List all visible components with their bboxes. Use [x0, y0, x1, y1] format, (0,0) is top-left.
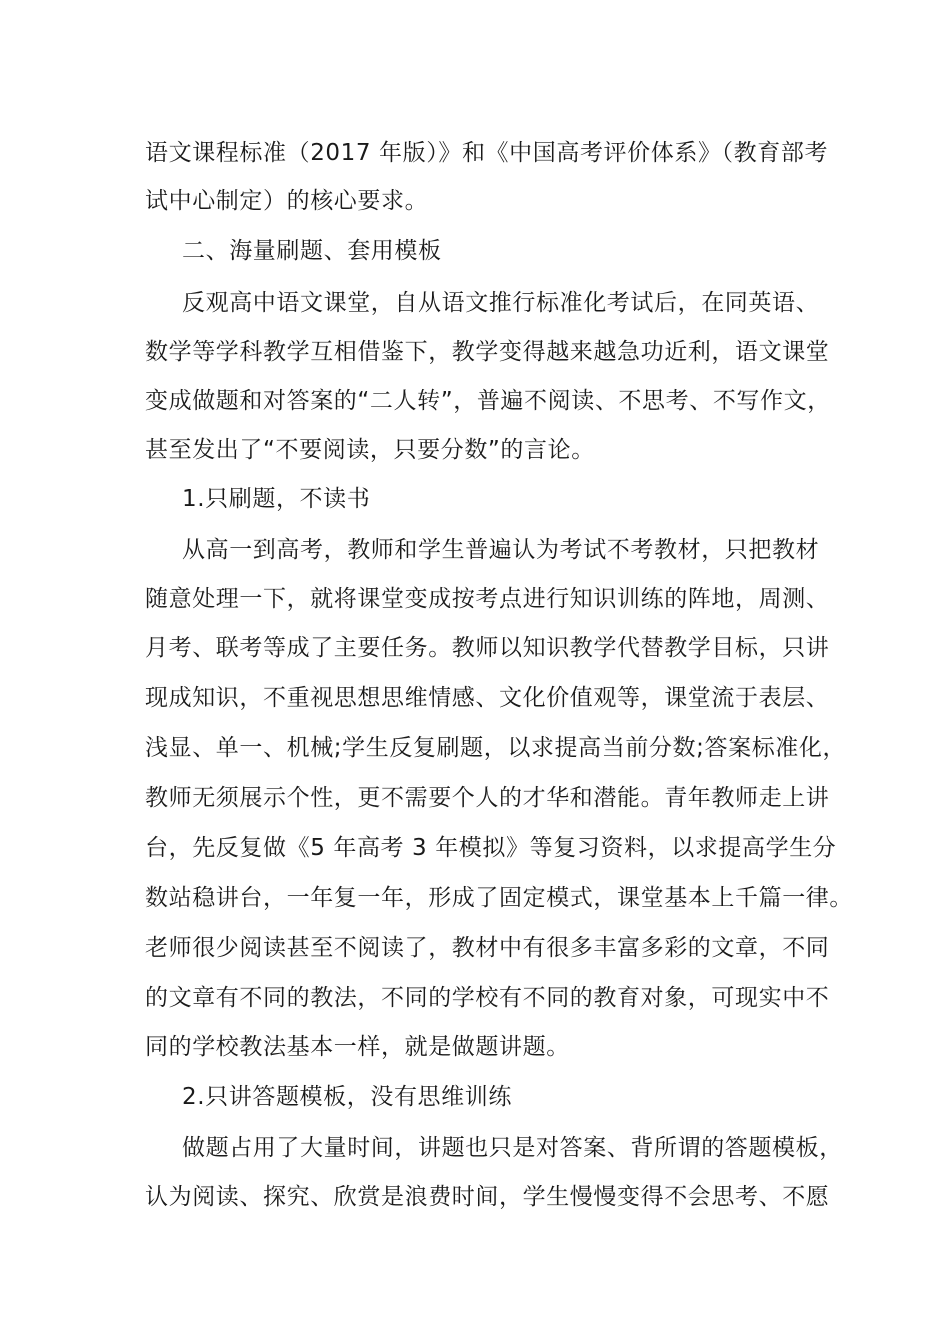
subsection-heading: 2.只讲答题模板，没有思维训练: [182, 1084, 512, 1110]
body-line: 反观高中语文课堂，自从语文推行标准化考试后，在同英语、: [182, 290, 820, 316]
body-line: 同的学校教法基本一样，就是做题讲题。: [145, 1034, 570, 1060]
body-line: 浅显、单一、机械;学生反复刷题，以求提高当前分数;答案标准化，: [145, 735, 847, 761]
body-line: 语文课程标准（2017 年版）》和《中国高考评价体系》（教育部考: [145, 140, 829, 166]
body-line: 数学等学科教学互相借鉴下，教学变得越来越急功近利，语文课堂: [145, 339, 830, 365]
body-line: 台，先反复做《5 年高考 3 年模拟》等复习资料，以求提高学生分: [145, 835, 837, 861]
body-line: 认为阅读、探究、欣赏是浪费时间，学生慢慢变得不会思考、不愿: [145, 1184, 830, 1210]
body-line: 从高一到高考，教师和学生普遍认为考试不考教材，只把教材: [182, 537, 820, 563]
section-heading: 二、海量刷题、套用模板: [182, 238, 442, 264]
body-line: 现成知识，不重视思想思维情感、文化价值观等，课堂流于表层、: [145, 685, 830, 711]
body-line: 数站稳讲台，一年复一年，形成了固定模式，课堂基本上千篇一律。: [145, 885, 853, 911]
body-line: 老师很少阅读甚至不阅读了，教材中有很多丰富多彩的文章，不同: [145, 935, 830, 961]
body-line: 月考、联考等成了主要任务。教师以知识教学代替教学目标，只讲: [145, 635, 830, 661]
body-line: 变成做题和对答案的“二人转”，普遍不阅读、不思考、不写作文，: [145, 388, 831, 414]
body-line: 甚至发出了“不要阅读，只要分数”的言论。: [145, 437, 595, 463]
body-line: 试中心制定）的核心要求。: [145, 188, 429, 214]
body-line: 的文章有不同的教法，不同的学校有不同的教育对象，可现实中不: [145, 985, 830, 1011]
subsection-heading: 1.只刷题，不读书: [182, 486, 371, 512]
body-line: 做题占用了大量时间，讲题也只是对答案、背所谓的答题模板，: [182, 1135, 843, 1161]
body-line: 随意处理一下，就将课堂变成按考点进行知识训练的阵地，周测、: [145, 586, 830, 612]
body-line: 教师无须展示个性，更不需要个人的才华和潜能。青年教师走上讲: [145, 785, 830, 811]
